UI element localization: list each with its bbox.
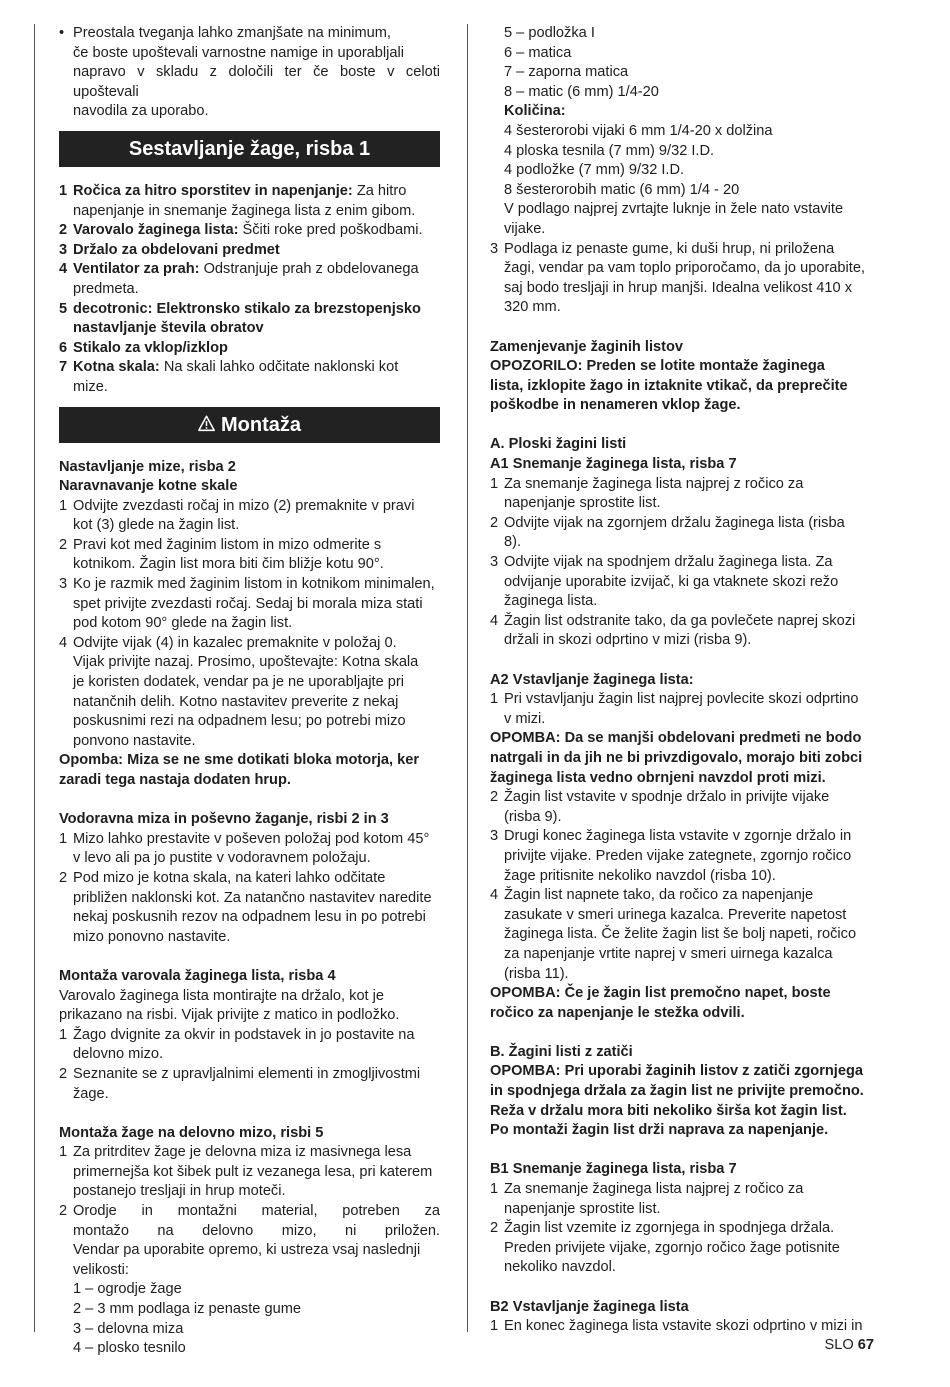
list-item: 1 Ročica za hitro sporstitev in napenjanje: Za hitro napenjanje in snemanje žaginega lista z enim gibom.	[59, 182, 416, 219]
size-item: 5 – podložka I	[504, 25, 595, 41]
size-item: 8 – matic (6 mm) 1/4-20	[504, 83, 659, 100]
intro-line: navodila za uporabo.	[73, 103, 209, 120]
size-item: 2 – 3 mm podlaga iz penaste gume	[73, 1301, 301, 1318]
intro-line: če boste upoštevali varnostne namige in uporabljali	[73, 44, 404, 61]
list-item: 2 Žagin list vzemite iz zgornjega in spodnjega držala. Preden privijete vijake, zgornjo ročico žage potisnite nekoliko navzdol.	[490, 1220, 840, 1276]
paragraph: Varovalo žaginega lista montirajte na držalo, kot je prikazano na risbi. Vijak privijte z matico in podložko.	[59, 987, 400, 1024]
list-item: 1 Mizo lahko prestavite v poševen položaj pod kotom 45° v levo ali pa jo pustite v vodoravnem položaju.	[59, 830, 430, 867]
list-item: 3 Drugi konec žaginega lista vstavite v zgornje držalo in privijte vijake. Preden vijake zategnete, zgornjo ročico žage pritisnite nekoliko navzdol (risba 10).	[490, 828, 852, 884]
right-column	[490, 24, 871, 1337]
subheading: A2 Vstavljanje žaginega lista:	[490, 671, 694, 688]
list-item: 1 Pri vstavljanju žagin list najprej povlecite skozi odprtino v mizi.	[490, 691, 859, 727]
section-title-assembly: Sestavljanje žage, risba 1	[59, 131, 440, 167]
bullet-mark: •	[59, 25, 65, 41]
quantity-item: 4 šesterorobi vijaki 6 mm 1/4-20 x dolžina	[504, 122, 773, 139]
quantity-item: 4 ploska tesnila (7 mm) 9/32 I.D.	[504, 142, 715, 159]
list-item: 2 Pod mizo je kotna skala, na kateri lahko odčitate približen naklonski kot. Za natančno nastavitev naredite nekaj poskusnih rezov na odpadnem lesu in po potrebi mizo ponovno nastavite.	[59, 869, 432, 945]
column-rule-left	[34, 24, 35, 1332]
list-item: 1 Za snemanje žaginega lista najprej z ročico za napenjanje sprostite list.	[490, 475, 804, 512]
section-title-montaza: Montaža	[59, 407, 440, 443]
list-item: 2 Žagin list vstavite v spodnje držalo in privijte vijake (risba 9).	[490, 789, 830, 825]
list-item: 2 Orodje in montažni material, potreben za montažo na delovno mizo, ni priložen. Vendar pa uporabite opremo, ki ustreza vsaj naslednji velikosti:	[59, 1203, 440, 1278]
subheading: A1 Snemanje žaginega lista, risba 7	[490, 456, 737, 473]
size-item: 1 – ogrodje žage	[73, 1281, 182, 1298]
subheading: Nastavljanje mize, risba 2	[59, 458, 236, 475]
list-item: 3 Podlaga iz penaste gume, ki duši hrup, ni priložena žagi, vendar pa vam toplo priporočamo, da jo uporabite, saj bodo tresljaji in hrup manjši. Idealna velikost 410 x 320 mm.	[490, 240, 866, 316]
list-item: 2 Varovalo žaginega lista: Ščiti roke pred poškodbami.	[59, 222, 423, 239]
list-item: 4 Žagin list odstranite tako, da ga povlečete naprej skozi držali in skozi odprtino v mizi (risba 9).	[490, 612, 856, 649]
list-item: 4 Žagin list napnete tako, da ročico za napenjanje zasukate v smeri urinega kazalca. Preverite napetost žaginega lista. Če želite žagin list še bolj napeti, ročico za napenjanje vrtite naprej v smeri uirnega kazalca (risba 11).	[490, 887, 857, 982]
note: OPOMBA: Če je žagin list premočno napet, boste ročico za napenjanje le stežka odvili.	[490, 985, 831, 1021]
subheading: Montaža varovala žaginega lista, risba 4	[59, 967, 336, 984]
note: OPOMBA: Pri uporabi žaginih listov z zatiči zgornjega in spodnjega držala za žagin list ne privijte premočno. Reža v držalu mora biti nekoliko širša kot žagin list. Po montaži žagin list drži naprava za napenjanje.	[490, 1063, 864, 1139]
intro-line: napravo v skladu z določili ter če boste v celoti upoštevali	[73, 64, 440, 100]
subheading: Naravnavanje kotne skale	[59, 478, 238, 495]
subheading: Montaža žage na delovno mizo, risbi 5	[59, 1124, 324, 1141]
subheading: Zamenjevanje žaginih listov	[490, 338, 684, 355]
size-item: 4 – plosko tesnilo	[73, 1340, 186, 1357]
subheading: B2 Vstavljanje žaginega lista	[490, 1298, 689, 1315]
list-item: 3 Držalo za obdelovani predmet	[59, 241, 280, 258]
list-item: 1 Odvijte zvezdasti ročaj in mizo (2) premaknite v pravi kot (3) glede na žagin list.	[59, 497, 415, 534]
list-item: 6 Stikalo za vklop/izklop	[59, 339, 228, 356]
quantity-item: 4 podložke (7 mm) 9/32 I.D.	[504, 162, 685, 179]
page-footer	[825, 1336, 875, 1356]
note: OPOMBA: Da se manjši obdelovani predmeti ne bodo natrgali in da jih ne bi privzdigovalo, morajo biti zobci žaginega lista vedno obrnjeni navzdol proti mizi.	[490, 730, 863, 786]
quantity-item: 8 šesterorobih matic (6 mm) 1/4 - 20	[504, 181, 740, 198]
quantity-item: V podlago najprej zvrtajte luknje in žele nato vstavite	[504, 201, 844, 218]
list-item: 1 En konec žaginega lista vstavite skozi odprtino v mizi in	[490, 1318, 863, 1335]
intro-line: Preostala tveganja lahko zmanjšate na minimum,	[73, 25, 391, 41]
list-item: 3 Odvijte vijak na spodnjem držalu žaginega lista. Za odvijanje uporabite izvijač, ki ga vtaknete skozi režo žaginega lista.	[490, 554, 839, 610]
note: Opomba: Miza se ne sme dotikati bloka motorja, ker zaradi tega nastaja dodaten hrup.	[59, 752, 420, 788]
list-item: 4 Ventilator za prah: Odstranjuje prah z obdelovanega predmeta.	[59, 261, 419, 297]
list-item: 4 Odvijte vijak (4) in kazalec premaknite v položaj 0. Vijak privijte nazaj. Prosimo, upoštevajte: Kotna skala je koristen dodatek, vendar pa je ne uporabljajte pri natančnih delih. Kotno nastavitev preverite z nekaj poskusnimi rezi na odpadnem lesu; po potrebi mizo ponvono nastavite.	[59, 634, 419, 749]
list-item: 2 Odvijte vijak na zgornjem držalu žaginega lista (risba 8).	[490, 514, 845, 551]
parts-list	[59, 182, 440, 398]
subheading: Vodoravna miza in poševno žaganje, risbi 2 in 3	[59, 811, 389, 828]
warning-note: OPOZORILO: Preden se lotite montaže žaginega lista, izklopite žago in iztaknite vtikač, da preprečite poškodbe in nenameren vklop žage.	[490, 358, 848, 414]
list-item: 3 Ko je razmik med žaginim listom in kotnikom minimalen, spet privijte zvezdasti ročaj. Sedaj bi morala miza stati pod kotom 90° glede na žagin list.	[59, 576, 435, 632]
page-number: 67	[857, 1337, 874, 1353]
list-item: 2 Seznanite se z upravljalnimi elementi in zmogljivostmi žage.	[59, 1065, 421, 1102]
list-item: 7 Kotna skala: Na skali lahko odčitate naklonski kot mize.	[59, 359, 399, 395]
language-code: SLO	[824, 1337, 854, 1353]
left-column	[59, 24, 440, 1359]
list-item: 5 decotronic: Elektronsko stikalo za brezstopenjsko nastavljanje števila obratov	[59, 300, 421, 337]
list-item: 1 Za pritrditev žage je delovna miza iz masivnega lesa primernejša kot šibek pult iz vezanega lesa, pri katerem postanejo tresljaji in hrup moteči.	[59, 1144, 433, 1200]
list-item: 1 Žago dvignite za okvir in podstavek in jo postavite na delovno mizo.	[59, 1026, 415, 1063]
size-list-continued	[490, 24, 871, 240]
warning-icon	[198, 415, 215, 432]
size-item: 6 – matica	[504, 44, 572, 61]
intro-bullet	[59, 24, 440, 122]
column-rule-right	[467, 24, 468, 1332]
quantity-label: Količina:	[504, 103, 566, 120]
subheading: A. Ploski žagini listi	[490, 436, 627, 453]
list-item: 2 Pravi kot med žaginim listom in mizo odmerite s kotnikom. Žagin list mora biti čim bližje kotu 90°.	[59, 536, 384, 573]
size-item: 3 – delovna miza	[73, 1320, 184, 1337]
size-item: 7 – zaporna matica	[504, 64, 629, 81]
list-item: 1 Za snemanje žaginega lista najprej z ročico za napenjanje sprostite list.	[490, 1181, 804, 1217]
subheading: B. Žagini listi z zatiči	[490, 1043, 633, 1060]
quantity-item: vijake.	[504, 220, 546, 237]
size-list	[59, 1280, 440, 1358]
subheading: B1 Snemanje žaginega lista, risba 7	[490, 1161, 737, 1178]
